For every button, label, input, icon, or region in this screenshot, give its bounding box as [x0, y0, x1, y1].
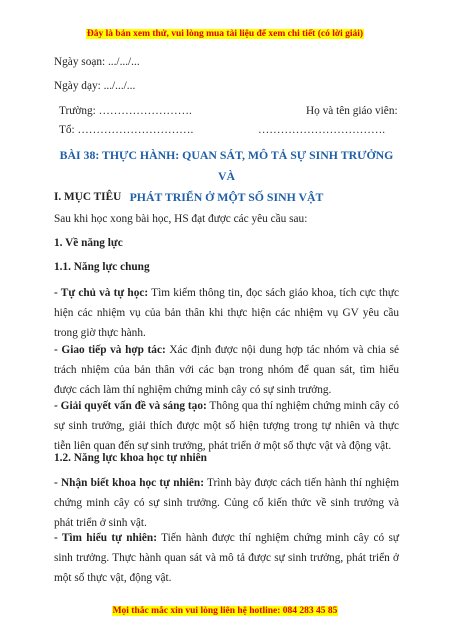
paragraph-giao-tiep-label: - Giao tiếp và hợp tác:	[54, 344, 166, 356]
paragraph-tu-chu-label: - Tự chủ và tự học:	[54, 287, 149, 299]
paragraph-giao-tiep	[54, 340, 399, 400]
paragraph-nhan-biet	[54, 473, 399, 533]
paragraph-nhan-biet-label: - Nhận biết khoa học tự nhiên:	[54, 477, 204, 489]
preview-banner-text: Đây là bản xem thử, vui lòng mua tài liệu để xem chi tiết (có lời giải)	[86, 29, 364, 39]
paragraph-giai-quyet-label: - Giải quyết vấn đề và sáng tạo:	[54, 400, 207, 412]
paragraph-tim-hieu-text: Tiến hành được thí nghiệm chứng minh cây có sự sinh trưởng. Thực hành quan sát và mô tả được sự sinh trưởng, phát triển ở một số thực vật, động vật.	[54, 532, 399, 584]
paragraph-tu-chu-text: Tìm kiếm thông tin, đọc sách giáo khoa, tích cực thực hiện các nhiệm vụ của bản thân khi thực hiện các nhiệm vụ GV yêu cầu trong giờ thực hành.	[54, 287, 399, 339]
school-field: Trường: …………………….	[59, 105, 192, 117]
paragraph-giai-quyet	[54, 396, 399, 456]
prep-date: Ngày soạn: .../.../...	[54, 56, 140, 68]
lesson-title-line1: BÀI 38: THỰC HÀNH: QUAN SÁT, MÔ TẢ SỰ SINH TRƯỞNG VÀ	[59, 148, 394, 183]
subheading-nang-luc: 1. Về năng lực	[54, 237, 123, 249]
paragraph-tu-chu	[54, 283, 399, 343]
paragraph-giao-tiep-text: Xác định được nội dung hợp tác nhóm và chia sẻ trách nhiệm của bản thân với các bạn trong nhóm để quan sát, tìm hiểu được cách làm thí nghiệm chứng minh cây có sự sinh trưởng.	[54, 344, 399, 396]
paragraph-giai-quyet-text: Thông qua thí nghiệm chứng minh cây có sự sinh trưởng, giải thích được một số hiện tượng trong tự nhiên và thực tiễn liên quan đến sự sinh trưởng, phát triển ở một số thực vật và động vật.	[54, 400, 399, 452]
group-field: Tổ: ………………………….	[59, 124, 194, 136]
section-heading: I. MỤC TIÊU	[54, 191, 122, 203]
preview-banner	[0, 23, 450, 41]
paragraph-nhan-biet-text: Trình bày được cách tiến hành thí nghiệm chứng minh cây có sự sinh trưởng. Củng cố kiến thức về sinh trưởng và phát triển ở sinh vật.	[54, 477, 400, 529]
teacher-field: Họ và tên giáo viên:	[306, 105, 398, 117]
intro-text: Sau khi học xong bài học, HS đạt được các yêu cầu sau:	[54, 213, 308, 225]
hotline-banner	[0, 600, 450, 618]
paragraph-tim-hieu-label: - Tìm hiểu tự nhiên:	[54, 532, 157, 544]
subheading-khtn: 1.2. Năng lực khoa học tự nhiên	[54, 452, 207, 464]
teach-date: Ngày dạy: .../.../...	[54, 80, 136, 92]
teacher-name-line: …………………………….	[258, 124, 386, 136]
hotline-banner-text: Mọi thắc mắc xin vui lòng liên hệ hotline: 084 283 45 85	[112, 606, 338, 616]
subheading-nang-luc-chung: 1.1. Năng lực chung	[54, 261, 150, 273]
lesson-title-line2: PHÁT TRIỂN Ở MỘT SỐ SINH VẬT	[129, 190, 324, 204]
paragraph-tim-hieu	[54, 528, 399, 588]
